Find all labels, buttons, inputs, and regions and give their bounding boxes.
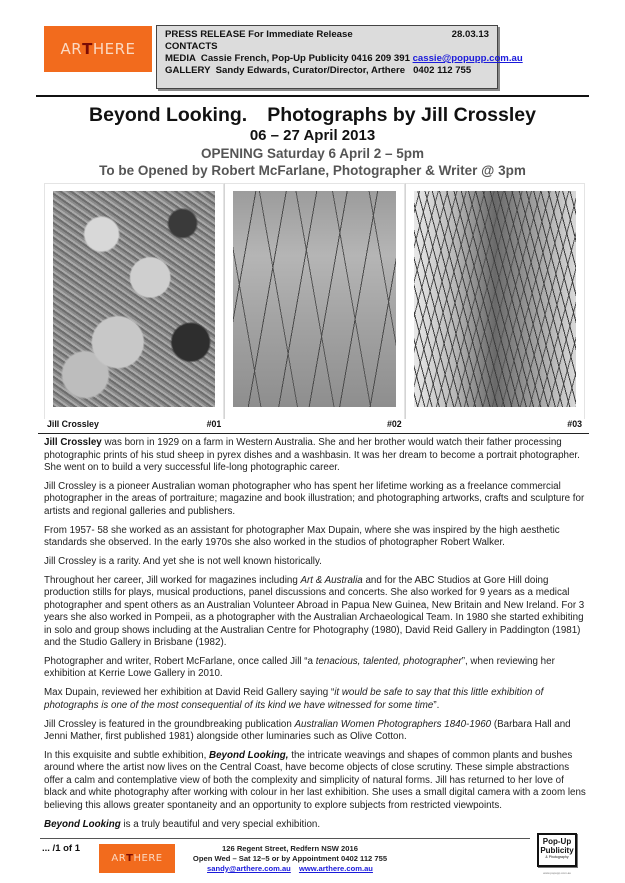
opening-info: OPENING Saturday 6 April 2 – 5pm xyxy=(200,146,425,161)
footer-divider xyxy=(40,838,530,839)
photo-number-03: #03 xyxy=(567,419,582,429)
photo-frame-02 xyxy=(224,183,404,419)
opened-by-info: To be Opened by Robert McFarlane, Photographer & Writer @ 3pm xyxy=(99,163,526,178)
paragraph-publication: Jill Crossley is featured in the groundbreaking publication Australian Women Photographers 1840-1960 (Barbara Hall and Jenni Mather, first published 1981) alongside other luminaries such as Olive Cotton. xyxy=(44,718,571,743)
press-release-box xyxy=(156,25,523,89)
paragraph-closing: Beyond Looking is a truly beautiful and very special exhibition. xyxy=(44,818,321,830)
exhibition-title: Beyond Looking. Photographs by Jill Crossley xyxy=(89,104,536,126)
release-date: 28.03.13 xyxy=(451,29,489,40)
paragraph-bio: Jill Crossley was born in 1929 on a farm in Western Australia. She and her brother would watch their father processing photographic prints of his stud sheep in pyrex dishes and a washbasin. It was her dream to become a portrait photographer. She went on to build a very successful life-long photographic career. xyxy=(44,437,580,473)
photo-gallery xyxy=(44,183,585,419)
gallery-email-link[interactable]: sandy@arthere.com.au xyxy=(207,864,291,873)
paragraph-rarity: Jill Crossley is a rarity. And yet she is not well known historically. xyxy=(44,555,322,567)
gallery-hours: Open Wed – Sat 12–5 or by Appointment 0402 112 755 xyxy=(192,854,388,863)
photographer-credit: Jill Crossley xyxy=(47,419,99,429)
exhibition-dates: 06 – 27 April 2013 xyxy=(249,127,376,144)
header-divider xyxy=(36,95,589,97)
media-email-link[interactable]: cassie@popupp.com.au xyxy=(412,53,523,64)
photo-divider xyxy=(38,433,589,434)
press-release-label: PRESS RELEASE For Immediate Release xyxy=(165,29,353,40)
photo-frame-03 xyxy=(405,183,585,419)
photo-captions xyxy=(44,419,585,431)
arthere-logo xyxy=(44,26,152,72)
photo-number-02: #02 xyxy=(386,419,402,429)
logo-text: ARTHERE xyxy=(60,40,136,58)
paragraph-mcfarlane-quote: Photographer and writer, Robert McFarlane, once called Jill “a tenacious, talented, photographer”, when reviewing her exhibition at Kerrie Lowe Gallery in 2010. xyxy=(44,655,555,680)
photo-03-image xyxy=(414,191,576,407)
media-contact: MEDIA Cassie French, Pop-Up Publicity 0416 209 391 xyxy=(165,53,413,64)
footer-arthere-logo: ARTHERE xyxy=(99,844,175,873)
press-release-body xyxy=(44,437,589,837)
photo-01-image xyxy=(53,191,215,407)
photo-number-01: #01 xyxy=(206,419,222,429)
popup-publicity-logo: Pop-Up Publicity & Photography xyxy=(537,833,577,867)
paragraph-pioneer: Jill Crossley is a pioneer Australian woman photographer who has spent her lifetime working as a freelance commercial photographer in the areas of portraiture; magazine and book illustration; and photographing artworks, crafts and sculpture for artists and regional galleries and publishers. xyxy=(44,480,585,517)
page-number: ... /1 of 1 xyxy=(42,843,81,854)
paragraph-career: Throughout her career, Jill worked for magazines including Art & Australia and for the ABC Studios at Gore Hill doing production stills for plays, musical productions, panel discussions and concerts. She also worked for 9 years as a medical photographer and spent others as an Australian Volunteer Abroad in Papua New Guinea, New Britain and New Ireland. For 3 years she also worked in Pompeii, as a photographer with the Australian Archaeological Team. In 1980 she started exhibiting in solo and group shows including at the Australian Centre for Photography (1980), David Reid Gallery in Paddington (1981) and the Studio Gallery in Brisbane (1982). xyxy=(44,574,585,649)
gallery-contact-info xyxy=(190,844,390,874)
photo-02-image xyxy=(233,191,395,407)
paragraph-dupain-quote: Max Dupain, reviewed her exhibition at David Reid Gallery saying “it would be safe to say that this little exhibition of photographs is one of the most consequential of its kind we have witnessed for some time”. xyxy=(44,687,544,711)
paragraph-exhibition: In this exquisite and subtle exhibition, Beyond Looking, the intricate weavings and shapes of common plants and bushes around where the artist now lives on the Central Coast, have become objects of close scrutiny. These simple abstractions offer a calm and contemplative view of both the complexity and simplicity of natural forms. Jill has returned to her love of black and white photography after working with colour in her last exhibition. She uses a small digital camera with a zoom lens believing this allows greater spontaneity and an opportunity to explore subjects from restricted viewpoints. xyxy=(44,749,586,811)
title-block xyxy=(0,103,625,179)
gallery-address: 126 Regent Street, Redfern NSW 2016 xyxy=(222,844,358,853)
contacts-label: CONTACTS xyxy=(165,41,218,52)
gallery-contact: GALLERY Sandy Edwards, Curator/Director, Arthere 0402 112 755 xyxy=(165,65,472,76)
popup-url: www.popupp.com.au xyxy=(543,871,571,875)
paragraph-dupain: From 1957- 58 she worked as an assistant for photographer Max Dupain, where she was inspired by the high aesthetic standards she observed. In the early 1970s she also worked in the studios of photographer Robert Walker. xyxy=(44,524,560,549)
photo-frame-01 xyxy=(44,183,224,419)
gallery-website-link[interactable]: www.arthere.com.au xyxy=(298,864,373,873)
